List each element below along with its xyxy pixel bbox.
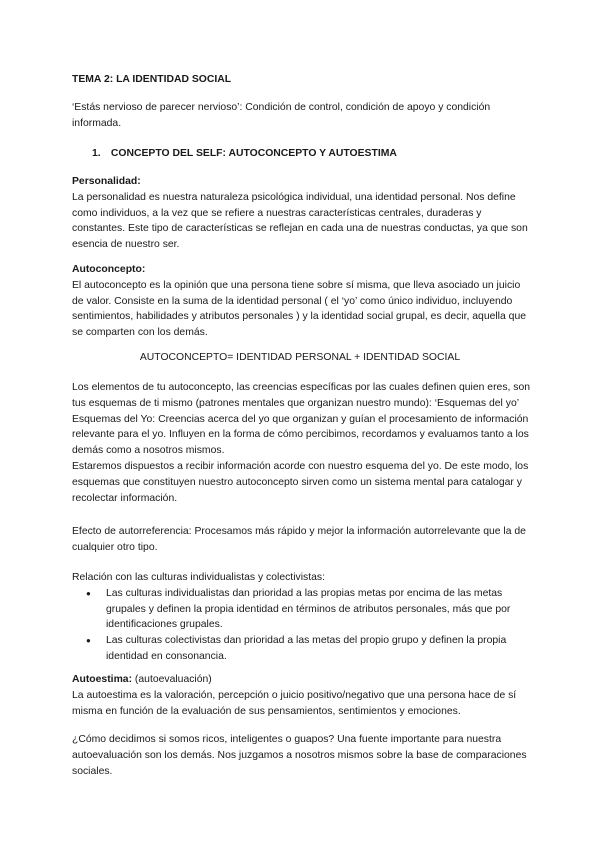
section-number: 1. [92, 148, 101, 159]
subtitle-paragraph: ‘Estás nervioso de parecer nervioso’: Condición de control, condición de apoyo y condición informada. [72, 102, 491, 129]
autoevaluacion-question: ¿Cómo decidimos si somos ricos, inteligentes o guapos? Una fuente importante para nuestra autoevaluación son los demás. Nos juzgamos a nosotros mismos sobre la base de comparaciones sociales. [72, 734, 527, 777]
personalidad-heading: Personalidad: [72, 176, 141, 187]
relacion-block [72, 570, 532, 665]
autoestima-heading-line [72, 672, 532, 688]
cultures-list [72, 586, 532, 665]
autoconcepto-heading: Autoconcepto: [72, 264, 146, 275]
list-item: ● Las culturas individualistas dan prioridad a las propias metas por encima de las metas grupales y definen la propia identidad en términos de atributos personales, más que por identificaciones grupales. [72, 586, 532, 633]
personalidad-body: La personalidad es nuestra naturaleza psicológica individual, una identidad personal. Nos define como individuos, a la vez que se refiere a nuestras características centrales, duraderas y constantes. Este tipo de características se reflejan en cada una de nuestras conductas, ya que son esencia de nuestro ser. [72, 191, 528, 251]
section-heading [92, 146, 532, 162]
autoconcepto-block [72, 262, 532, 341]
dispuestos-paragraph: Estaremos dispuestos a recibir información acorde con nuestro esquema del yo. De este modo, los esquemas que constituyen nuestro autoconcepto sirven como un sistema mental para catalogar y recolectar información. [72, 460, 529, 504]
elementos-paragraph: Los elementos de tu autoconcepto, las creencias específicas por las cuales definen quien eres, son tus esquemas de ti mismo (patrones mentales que organizan nuestro mundo): ‘Esquemas del yo’ [72, 382, 531, 409]
autoconcepto-body: El autoconcepto es la opinión que una persona tiene sobre sí misma, que lleva asociado un juicio de valor. Consiste en la suma de la identidad personal ( el ‘yo’ como único individuo, incluyendo sentimientos, habilidades y atributos personales ) y la identidad social grupal, es decir, aquella que se comparten con los demás. [72, 279, 526, 339]
autoestima-block [72, 672, 532, 719]
autoestima-heading: Autoestima: [72, 674, 133, 685]
autoestima-heading-suffix: (autoevaluación) [132, 674, 212, 685]
personalidad-block [72, 174, 532, 253]
elementos-block [72, 380, 532, 506]
relacion-intro: Relación con las culturas individualistas y colectivistas: [72, 572, 325, 583]
document-title: TEMA 2: LA IDENTIDAD SOCIAL [72, 74, 232, 85]
section-label: CONCEPTO DEL SELF: AUTOCONCEPTO Y AUTOESTIMA [110, 148, 397, 159]
esquemas-paragraph: Esquemas del Yo: Creencias acerca del yo que organizan y guían el procesamiento de información relevante para el yo. Influyen en la forma de cómo percibimos, recordamos y evaluamos tanto a los demás como a nosotros mismos. [72, 413, 529, 457]
efecto-paragraph: Efecto de autorreferencia: Procesamos más rápido y mejor la información autorrelevante que la de cualquier otro tipo. [72, 526, 526, 553]
list-item: ● Las culturas colectivistas dan prioridad a las metas del propio grupo y definen la propia identidad en consonancia. [72, 633, 532, 665]
autoconcepto-formula: AUTOCONCEPTO= IDENTIDAD PERSONAL + IDENTIDAD SOCIAL [139, 352, 461, 363]
autoestima-body: La autoestima es la valoración, percepción o juicio positivo/negativo que una persona hace de sí misma en función de la evaluación de sus pensamientos, sentimientos y emociones. [72, 689, 517, 717]
